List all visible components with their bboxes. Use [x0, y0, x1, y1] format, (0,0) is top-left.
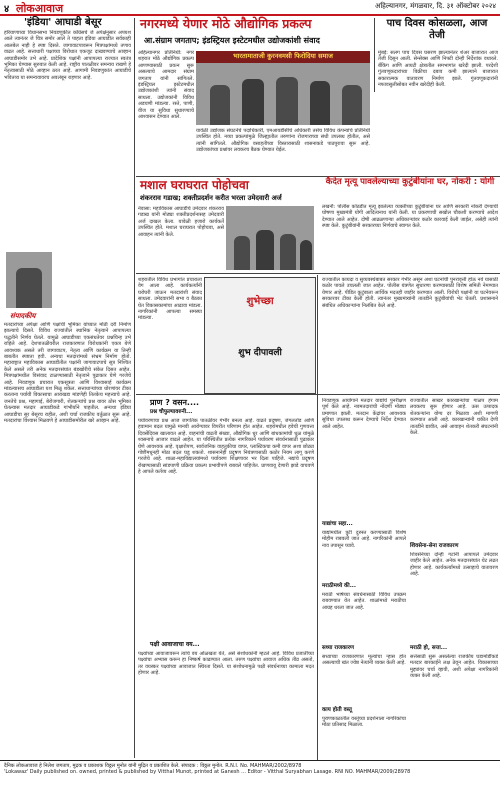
right-col-body-b: राज्यातील साखर कारखान्यांचा गाळप हंगाम लवकरच सुरू होणार आहे. ऊस उत्पादक शेतकऱ्यांना योग्य दर मिळावा अशी मागणी करण्यात आली आहे. कारखान्यांनी थकीत देणी तातडीने द्यावीत, असे आवाहन शेतकरी संघटनांनी केले.	[410, 398, 498, 437]
marathi-question-heading: मराठी हो, सत्ता...	[410, 645, 448, 651]
india-alliance-headline: 'इंडिया' आघाडी बेसूर	[24, 17, 102, 28]
market-story-body: मुंबई: सलग पाच दिवस घसरण झाल्यानंतर शेअर बाजारात आज तेजी दिसून आली. सेन्सेक्स आणि निफ्टी दोन्ही निर्देशांक वधारले. बँकिंग आणि आयटी क्षेत्रातील समभागांत खरेदी झाली. परदेशी गुंतवणूकदारांच्या विक्रीचा दबाव कमी झाल्याने बाजारात सकारात्मक वातावरण निर्माण झाले. गुंतवणूकदारांनी नफावसुलीसोबत नवीन खरेदीही केली.	[378, 50, 498, 89]
editorial-body: हरियाणाच्या विधानसभा निवडणुकीत काँग्रेसचे जे अपेक्षेनुसार अपयश आले त्यानंतर जे चित्र समोर आले ते पाहता इंडिया आघाडीत सर्वकाही आलबेल नाही हे स्पष्ट दिसते. जागावाटपावरून मित्रपक्षांमध्ये तणाव वाढत आहे. सत्ताधारी पक्षाच्या विरोधात एकजूट दाखवण्याचे आव्हान आघाडीसमोर उभे आहे. प्रादेशिक पक्षांनी आपापल्या राज्यात स्वतंत्र भूमिका घेण्यास सुरुवात केली आहे. राष्ट्रीय पातळीवर समन्वय राखणे हे नेतृत्वासाठी मोठे आव्हान ठरत आहे. आगामी निवडणुकांत आघाडीचे भवितव्य या समन्वयावरच अवलंबून राहणार आहे.	[4, 30, 131, 81]
editorial-label: संपादकीय	[10, 312, 36, 320]
pran-subtitle: प्रश्न चौफुल्यावरुनी...	[150, 409, 193, 415]
imprint-line-2: 'Lokawaz' Daily published on. owned, printed & published by Vitthal Munot, printed at Ganesh ... Editor - Vitthal Suryabhan Lasage. RNI NO. MAHMAR/2009/28978	[4, 769, 411, 775]
newspaper-logo: लोकआवाज	[16, 2, 64, 15]
sadhya-heading: सध्या राजकारण	[322, 645, 354, 651]
marathi-body: मराठी भाषेच्या संवर्धनासाठी विविध उपक्रम राबवण्यात येत आहेत. शाळांमध्ये मराठीचा आग्रह धरला जात आहे.	[322, 592, 406, 611]
main-story-body-continued: यावेळी उद्योजक संघटनेचे पदाधिकारी, एमआयडीसीचे अधिकारी तसेच विविध कंपन्यांचे प्रतिनिधी उपस्थित होते. नव्या प्रकल्पांमुळे जिल्ह्यातील तरुणांना रोजगाराच्या संधी उपलब्ध होतील, असे त्यांनी सांगितले. औद्योगिक वसाहतीच्या विस्तारासाठी शासनाकडे पाठपुरावा सुरू आहे. उद्योजकांच्या प्रश्नांवर लवकरच बैठक घेण्यात येईल.	[196, 128, 370, 154]
masthead	[0, 0, 500, 16]
greeting-ad	[204, 277, 316, 394]
kaho-body: पुराणकाळातील वस्तूंच्या प्रदर्शनाला नागरिकांचा मोठा प्रतिसाद मिळाला.	[322, 716, 406, 729]
marathi-heading: मराठीमध्ये की...	[322, 583, 356, 589]
imprint-line-1: दैनिक लोकआवाज हे निलेश जगताप, मुद्रक व प्रकाशक विठ्ठल मुनोत यांनी मुद्रित व प्रकाशित केले. संपादक : विठ्ठल मुनोत. R.N.I. No. MAHMAR/2002/8978	[4, 763, 302, 769]
main-story-body: अहिल्यानगर प्रतिनिधी: नगर शहरात मोठे औद्योगिक प्रकल्प आणण्यासाठी प्रयत्न सुरू असल्याचे आमदार संग्राम जगताप यांनी सांगितले. इंडस्ट्रियल इस्टेटमधील उद्योजकांशी त्यांनी संवाद साधला. उद्योजकांनी विविध अडचणी मांडल्या. रस्ते, पाणी, वीज या सुविधा सुधारण्याचे आश्वासन देण्यात आले.	[138, 50, 194, 121]
ad-title: शुभेच्छा	[246, 296, 274, 307]
yogi-story-body-continued: राज्यातील कायदा व सुव्यवस्थेबाबत सरकार गंभीर असून अशा घटनांची पुनरावृत्ती होऊ नये यासाठी कठोर पावले उचलली जात आहेत. पोलीस यंत्रणेत सुधारणा करण्यासाठी विशेष समिती नेमण्यात येणार आहे. पीडित कुटुंबाला आर्थिक मदतही जाहीर करण्यात आली. विरोधी पक्षांनी या घटनेवरून सरकारवर टीका केली होती. त्यानंतर मुख्यमंत्र्यांनी तातडीने कुटुंबीयांची भेट घेतली. प्रशासनाने संबंधित अधिकाऱ्यांना निलंबित केले आहे.	[322, 277, 498, 309]
yada-body: याद्यांमधील त्रुटी दुरुस्त करण्यासाठी विशेष मोहीम राबवली जात आहे. नागरिकांनी आपले नाव तपासून घ्यावे.	[322, 530, 406, 549]
torch-subheadline: शंकरराव गडाख; शक्तीप्रदर्शन करीत भरला उमेदवारी अर्ज	[140, 194, 282, 202]
yada-heading: याद्यांचा सहा...	[322, 521, 353, 527]
editorial-body-continued: मतदारांच्या अपेक्षा आणि पक्षांची भूमिका यांच्यात मोठी दरी निर्माण झाल्याचे दिसते. विविध राज्यांतील स्थानिक नेतृत्वाने आपापल्या पद्धतीने निर्णय घेतले. यामुळे आघाडीच्या एकसंधतेवर प्रश्नचिन्ह उभे राहिले आहे. देशपातळीवरील राजकारणात विरोधकांनी एकत्र येणे आवश्यक असले तरी जागावाटप, नेतृत्व आणि कार्यक्रम या तिन्ही बाबतीत स्पष्टता हवी. अन्यथा मतदारांमध्ये संभ्रम निर्माण होतो. महाराष्ट्रात महाविकास आघाडीतील पक्षांनी जागावाटपाचे सूत्र निश्चित केले असले तरी अनेक मतदारसंघांत बंडखोरीचे संकेत दिसत आहेत. मित्रपक्षांमधील विसंवाद टाळण्यासाठी नेतृत्वाने पुढाकार घेणे गरजेचे आहे. निवडणूक प्रचारात एकसूत्रता आणि विश्वासार्ह कार्यक्रम मांडल्यासच आघाडीला यश मिळू शकेल. सत्ताधाऱ्यांच्या धोरणांवर टीका करताना पर्यायी विकासाचा आराखडा मांडणेही तितकेच महत्त्वाचे आहे. जनतेचे प्रश्न, महागाई, बेरोजगारी, शेतकऱ्यांचे प्रश्न यावर ठोस भूमिका घेतल्यास मतदार आघाडीकडे गांभीर्याने पाहतील. अन्यथा इंडिया आघाडीचा सूर बेसूरच राहील, अशी चर्चा राजकीय वर्तुळात सुरू आहे. मतदारांचा विश्वास मिळवणे हे आघाडीसमोरील खरे आव्हान आहे.	[4, 322, 131, 425]
meeting-photo	[196, 51, 370, 125]
photo-banner-text: भारतामाताजी कुरनवमसी फिरोदिया समाज	[233, 52, 333, 60]
editor-photo	[6, 252, 52, 308]
column-rule	[134, 18, 135, 758]
dateline: अहिल्यानगर, मंगळवार, दि. ३१ ऑक्टोबर २०२४	[374, 2, 496, 10]
main-subheadline: आ.संग्राम जगताप; इंडस्ट्रियल इस्टेटमधील उद्योजकांशी संवाद	[144, 36, 320, 45]
torch-story-body: नेवासा: महाविकास आघाडीचे उमेदवार शंकरराव गडाख यांनी मोठ्या शक्तीप्रदर्शनासह उमेदवारी अर्ज दाखल केला. यावेळी हजारो कार्यकर्ते उपस्थित होते. मशाल घराघरात पोहोचवा, असे आवाहन त्यांनी केले.	[138, 206, 224, 238]
mid-story-body: शहरातील विविध प्रभागांत प्रचाराला वेग आला आहे. कार्यकर्त्यांनी घरोघरी जाऊन मतदारांशी संवाद साधला. उमेदवारांनी सभा व बैठका घेत विकासकामांचा आढावा मांडला. नागरिकांनी आपल्या समस्या मांडल्या.	[138, 277, 202, 322]
yogi-story-body: लखनौ: पोलीस कोठडीत मृत्यू झालेल्या व्यक्तीच्या कुटुंबीयांना घर आणि सरकारी नोकरी देण्याची घोषणा मुख्यमंत्री योगी आदित्यनाथ यांनी केली. या प्रकरणाची सखोल चौकशी करण्याचे आदेश देण्यात आले आहेत. दोषी आढळणाऱ्या अधिकाऱ्यांवर कठोर कारवाई केली जाईल, असेही त्यांनी स्पष्ट केले. कुटुंबीयांनी सरकारच्या निर्णयाचे स्वागत केले.	[322, 204, 498, 230]
column-rule	[374, 18, 375, 92]
main-headline: नगरमध्ये येणार मोठे औद्योगिक प्रकल्प	[140, 16, 312, 31]
marathi-question-body: सत्तेसाठी सुरू असलेल्या राजकीय घडामोडींकडे मतदार बारकाईने लक्ष ठेवून आहेत. विकासाच्या मुद्द्यांवर चर्चा व्हावी, अशी अपेक्षा नागरिकांनी व्यक्त केली आहे.	[410, 654, 498, 680]
imprint-footer	[0, 760, 500, 795]
page-number: ४	[4, 4, 10, 15]
vigyan-body: पक्ष्यांच्या आवाजावरून त्यांचे वय ओळखता येते, असे संशोधकांनी म्हटले आहे. विविध प्रजातींच्या पक्ष्यांचा अभ्यास करून हा निष्कर्ष काढण्यात आला. तरुण पक्ष्यांचा आवाज अधिक तीव्र असतो, तर वयस्कर पक्ष्यांच्या आवाजात स्थिरता दिसते. या संशोधनामुळे पक्षी संवर्धनाच्या कामाला मदत होणार आहे.	[138, 651, 314, 677]
vigyan-heading: पक्षी आवाजाचा वय...	[150, 641, 200, 648]
yogi-headline: कैदेत मृत्यू पावलेल्याच्या कुटुंबीयांना घर, नोकरी : योगी	[325, 177, 495, 187]
shivsena-body: शिवसेनेच्या दोन्ही गटांनी आपापले उमेदवार जाहीर केले आहेत. अनेक मतदारसंघांत थेट लढत होणार आहे. कार्यकर्त्यांमध्ये उत्साहाचे वातावरण आहे.	[410, 552, 498, 578]
kaho-heading: काय होती वस्तू	[322, 707, 352, 713]
section-rule	[136, 394, 500, 395]
ad-subtitle: शुभ दीपावली	[238, 348, 282, 358]
pran-title: प्राण ? वसन....	[150, 398, 200, 407]
pran-body: पर्यावरणाचा प्रश्न आज जागतिक पातळीवर गंभीर बनला आहे. वाढते प्रदूषण, जंगलतोड आणि हवामान बदल यामुळे मानवी आरोग्यावर विपरीत परिणाम होत आहेत. शहरांमधील हवेची गुणवत्ता दिवसेंदिवस खालावत आहे. वाहनांची वाढती संख्या, औद्योगिक धूर आणि बांधकामांची धूळ यांमुळे श्वसनाचे आजार वाढले आहेत. या परिस्थितीत प्रत्येक नागरिकाने पर्यावरण संवर्धनासाठी पुढाकार घेणे आवश्यक आहे. वृक्षारोपण, सार्वजनिक वाहतुकीचा वापर, प्लास्टिकचा कमी वापर अशा छोट्या गोष्टींमधूनही मोठा बदल घडू शकतो. शासनानेही प्रदूषण नियंत्रणासाठी कठोर नियम लागू करणे गरजेचे आहे. शाळा-महाविद्यालयांमध्ये पर्यावरण शिक्षणावर भर दिला पाहिजे. नद्यांचे प्रदूषण रोखण्यासाठी सांडपाणी प्रक्रिया प्रकल्प प्रभावीपणे राबवले पाहिजेत. प्राणवायू देणारी झाडे वाचवणे हे आपले कर्तव्य आहे.	[138, 418, 314, 476]
sadhya-body: सध्याच्या राजकारणात मूल्यांचा ऱ्हास होत असल्याची खंत ज्येष्ठ नेत्यांनी व्यक्त केली आहे.	[322, 654, 406, 667]
right-col-body-a: निवडणूक आयोगाने मतदार याद्यांचे पुनरीक्षण पूर्ण केले आहे. नवमतदारांची नोंदणी मोठ्या प्रमाणात झाली. मतदान केंद्रांवर आवश्यक सुविधा उपलब्ध करून देण्याचे निर्देश देण्यात आले आहेत.	[322, 398, 406, 430]
shivsena-heading: शिवसेना-सेना राजकारण	[410, 543, 459, 549]
column-rule	[317, 275, 318, 760]
rally-photo	[226, 206, 314, 270]
market-headline: पाच दिवस कोसळला, आज तेजी	[386, 18, 488, 41]
section-rule	[136, 273, 500, 274]
torch-headline: मशाल घराघरात पोहोचवा	[140, 178, 249, 192]
